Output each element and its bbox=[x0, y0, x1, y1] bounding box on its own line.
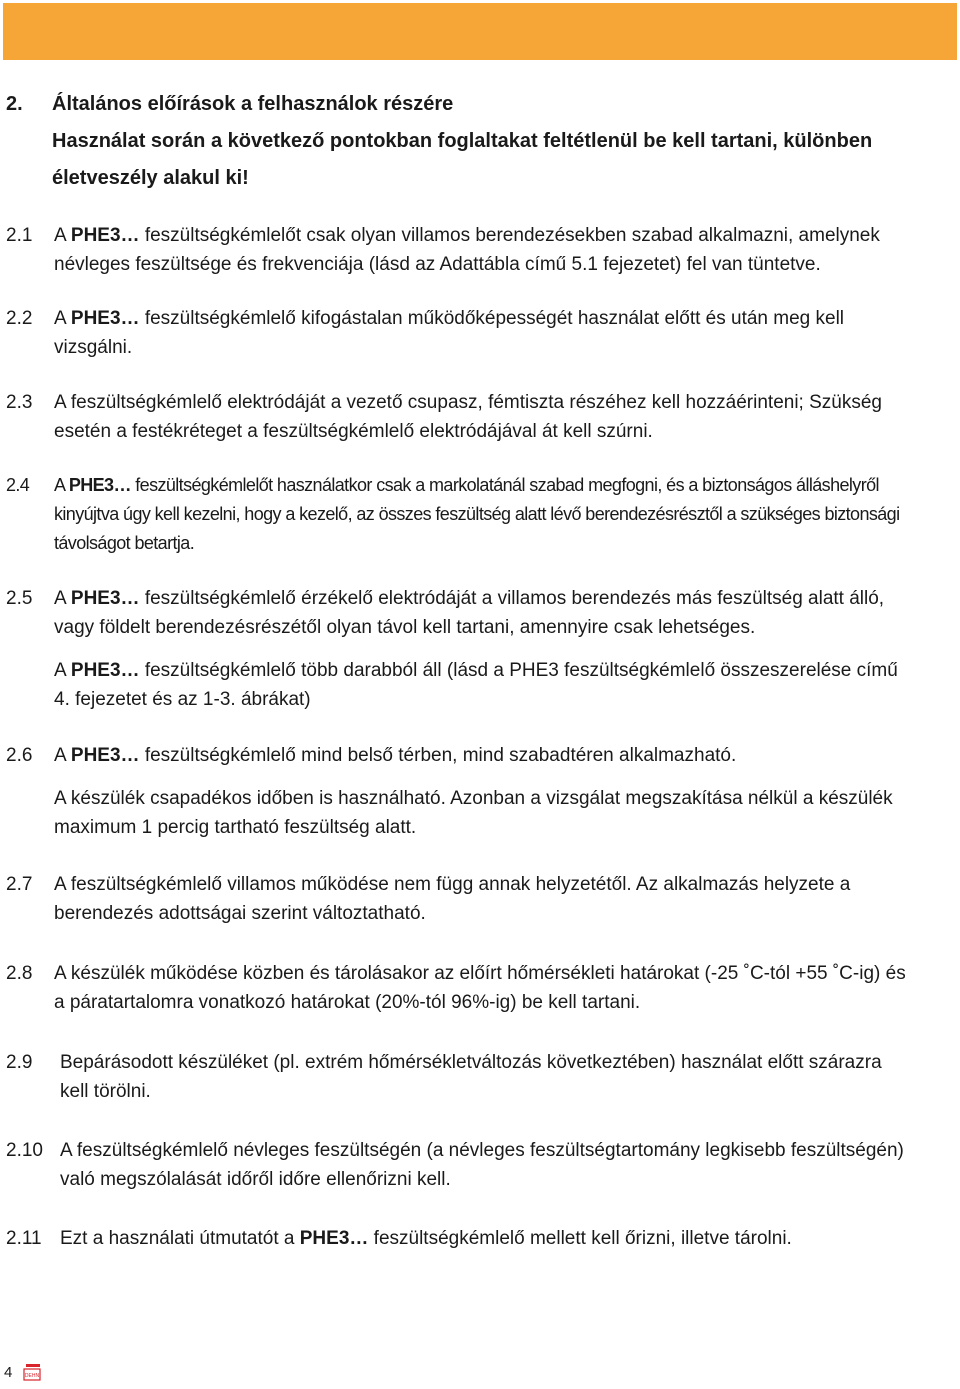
item-number: 2.1 bbox=[6, 225, 33, 246]
item-text: A feszültségkémlelő elektródáját a vezető csupasz, fémtiszta részéhez kell hozzáérinteni; Szükség esetén a festékréteget a feszültségkémlelő elektródájával át kell szúrni. bbox=[54, 392, 882, 442]
section-title: Általános előírások a felhasználok részére bbox=[52, 93, 454, 115]
list-item bbox=[6, 959, 910, 1017]
list-item bbox=[6, 1048, 910, 1106]
list-item bbox=[6, 388, 910, 446]
item-text: A készülék működése közben és tárolásakor az előírt hőmérsékleti határokat (-25 ˚C-tól +55 ˚C-ig) és a páratartalomra vonatkozó határokat (20%-tól 96%-ig) be kell tartani. bbox=[54, 963, 906, 1013]
item-number: 2.3 bbox=[6, 392, 33, 413]
product-name: PHE3… bbox=[70, 225, 140, 246]
item-number: 2.8 bbox=[6, 963, 33, 984]
page-number: 4 bbox=[4, 1364, 13, 1381]
product-name: PHE3… bbox=[70, 588, 140, 609]
list-item: 2.2 A PHE3… feszültségkémlelő kifogástalan működőképességét használat előtt és után meg kell vizsgálni. bbox=[6, 304, 910, 362]
item-number: 2.2 bbox=[6, 308, 33, 329]
item-number: 2.6 bbox=[6, 745, 33, 766]
item-text: A készülék csapadékos időben is használható. Azonban a vizsgálat megszakítása nélkül a készülék maximum 1 percig tartható feszültség alatt. bbox=[54, 788, 893, 838]
list-item: 2.5 A PHE3… feszültségkémlelő érzékelő elektródáját a villamos berendezés más feszültség alatt álló, vagy földelt berendezésrészétől olyan távol kell tartani, amennyire csak lehetséges. A PHE3… feszültségkémlelő több darabból áll (lásd a PHE3 feszültségkémlelő összeszerelése című 4. fejezetet és az 1-3. ábrákat) bbox=[6, 584, 910, 714]
list-item: 2.6 A PHE3… feszültségkémlelő mind belső térben, mind szabadtéren alkalmazható. A készülék csapadékos időben is használható. Azonban a vizsgálat megszakítása nélkül a készülék maximum 1 percig tartható feszültség alatt. bbox=[6, 741, 910, 842]
item-number: 2.5 bbox=[6, 588, 33, 609]
list-item bbox=[6, 1136, 910, 1194]
item-number: 2.9 bbox=[6, 1052, 33, 1073]
item-number: 2.7 bbox=[6, 874, 33, 895]
item-number: 2.10 bbox=[6, 1140, 43, 1161]
item-text: A feszültségkémlelő névleges feszültségén (a névleges feszültségtartomány legkisebb feszültségén) való megszólalását időről időre ellenőrizni kell. bbox=[60, 1140, 904, 1190]
product-name: PHE3… bbox=[68, 475, 131, 495]
list-item: 2.4 A PHE3… feszültségkémlelőt használatkor csak a markolatánál szabad megfogni, és a biztonságos álláshelyről kinyújtva úgy kell kezelni, hogy a kezelő, az összes feszültség alatt lévő berendezésrésztől a szükséges biztonsági távolságot betartja. bbox=[6, 471, 910, 558]
product-name: PHE3… bbox=[70, 660, 140, 681]
product-name: PHE3… bbox=[299, 1228, 369, 1249]
section-number: 2. bbox=[6, 93, 23, 115]
item-number: 2.4 bbox=[6, 475, 30, 495]
item-text: A feszültségkémlelő villamos működése nem függ annak helyzetétől. Az alkalmazás helyzete a berendezés adottságai szerint változtatható. bbox=[54, 874, 851, 924]
list-item bbox=[6, 870, 910, 928]
header-bar bbox=[3, 3, 957, 60]
list-item: 2.1 A PHE3… feszültségkémlelőt csak olyan villamos berendezésekben szabad alkalmazni, amelynek névleges feszültsége és frekvenciája (lásd az Adattábla című 5.1 fejezetet) fel van tüntetve. bbox=[6, 221, 910, 279]
brand-logo-icon bbox=[22, 1362, 42, 1382]
item-number: 2.11 bbox=[6, 1228, 42, 1249]
list-item: 2.11 Ezt a használati útmutatót a PHE3… feszültségkémlelő mellett kell őrizni, illetve tárolni. bbox=[6, 1224, 910, 1253]
product-name: PHE3… bbox=[70, 308, 140, 329]
svg-text:DEHN: DEHN bbox=[24, 1373, 40, 1379]
product-name: PHE3… bbox=[70, 745, 140, 766]
section-intro: Használat során a következő pontokban foglaltakat feltétlenül be kell tartani, különben életveszély alakul ki! bbox=[52, 130, 873, 189]
item-text: Bepárásodott készüléket (pl. extrém hőmérsékletváltozás következtében) használat előtt szárazra kell törölni. bbox=[60, 1052, 882, 1102]
